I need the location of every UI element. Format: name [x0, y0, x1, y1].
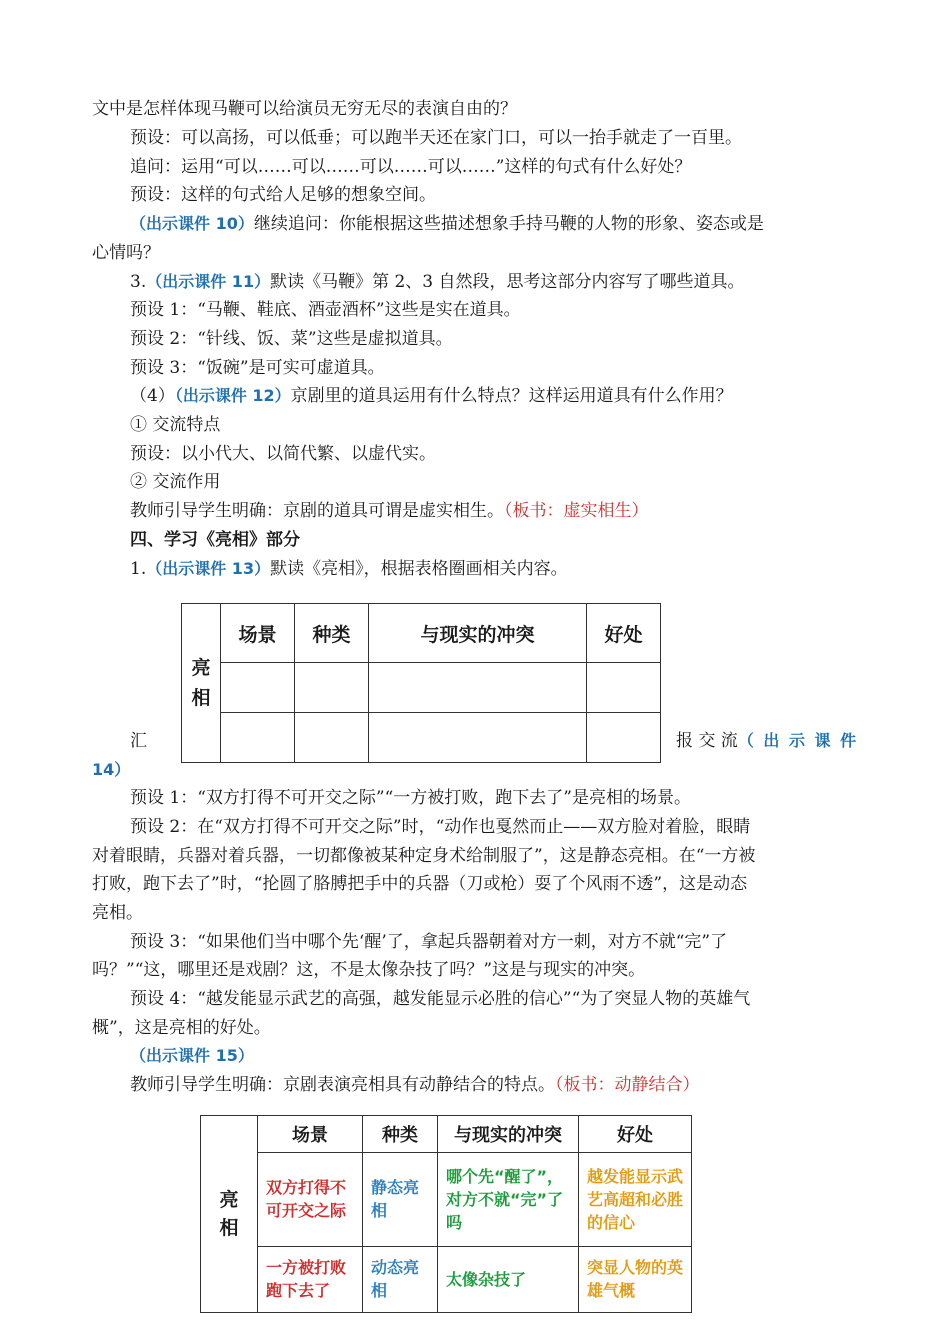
blank-table: [181, 603, 661, 763]
courseware-tag: （出示课件 13）: [146, 559, 271, 578]
text: 默读《亮相》，根据表格圈画相关内容。: [270, 559, 568, 579]
courseware-tag: （出示课件 11）: [146, 272, 271, 291]
side-char: 亮: [219, 1189, 239, 1211]
header-scene: 场景: [221, 604, 295, 663]
text-line: 文中是怎样体现马鞭可以给演员无穷无尽的表演自由的？: [92, 99, 517, 119]
cell-conflict: 太像杂技了: [438, 1246, 579, 1312]
header-conflict: 与现实的冲突: [438, 1116, 579, 1153]
text-line: 预设 2：“针线、饭、菜”这些是虚拟道具。: [130, 329, 453, 349]
table-side-label: [201, 1116, 258, 1313]
courseware-tag: （出示课件 10）: [130, 214, 254, 233]
cell-kind: 动态亮相: [363, 1246, 438, 1312]
table-row: [182, 663, 661, 713]
text-line: 预设 3：“饭碗”是可实可虚道具。: [130, 358, 385, 378]
side-char: 相: [219, 1217, 239, 1239]
text-line: ② 交流作用: [130, 472, 221, 492]
header-kind: 种类: [294, 604, 368, 663]
side-char: 亮: [191, 657, 211, 679]
text: 教师引导学生明确：京剧的道具可谓是虚实相生。: [130, 501, 504, 521]
text-line: 预设 1：“马鞭、鞋底、酒壶酒杯”这些是实在道具。: [130, 300, 521, 320]
text-line: 预设 3：“如果他们当中哪个先‘醒’了，拿起兵器朝着对方一刺，对方不就“完”了: [130, 932, 728, 952]
board-note: （板书：虚实相生）: [504, 501, 649, 521]
item-number: 3.: [130, 272, 147, 292]
courseware-12-line: [130, 384, 733, 408]
header-kind: 种类: [363, 1116, 438, 1153]
courseware-tag: （出示课件 15）: [130, 1046, 254, 1065]
item-number: 1.: [130, 559, 147, 579]
text: 继续追问：你能根据这些描述想象手持马鞭的人物的形象、姿态或是: [253, 214, 764, 234]
table-row: [201, 1246, 692, 1312]
table-row: [182, 713, 661, 763]
text-line: 亮相。: [92, 903, 143, 923]
cell-benefit: 突显人物的英雄气概: [579, 1246, 692, 1312]
item-number: （4）: [130, 386, 175, 406]
teacher-line: [130, 499, 649, 523]
text-line: 概”，这是亮相的好处。: [92, 1018, 271, 1038]
courseware-tag: 14）: [92, 760, 131, 779]
courseware-13-line: [130, 557, 568, 581]
courseware-10-line: [130, 212, 764, 236]
header-scene: 场景: [258, 1116, 363, 1153]
text-line: 预设 4：“越发能显示武艺的高强，越发能显示必胜的信心”“为了突显人物的英雄气: [130, 989, 751, 1009]
cell-kind: 静态亮相: [363, 1153, 438, 1247]
answer-table: [200, 1115, 692, 1313]
side-char: 相: [191, 687, 211, 709]
header-conflict: 与现实的冲突: [368, 604, 586, 663]
text-line: 预设：可以高扬，可以低垂；可以跑半天还在家门口，可以一抬手就走了一百里。: [130, 128, 742, 148]
cell-benefit: 越发能显示武艺高超和必胜的信心: [579, 1153, 692, 1247]
text-line: 预设 1：“双方打得不可开交之际”“一方被打败，跑下去了”是亮相的场景。: [130, 788, 691, 808]
text: 报 交 流: [676, 731, 738, 751]
text-line: 预设：这样的句式给人足够的想象空间。: [130, 185, 436, 205]
text-line: 对着眼睛，兵器对着兵器，一切都像被某种定身术给制服了”，这是静态亮相。在“一方被: [92, 846, 756, 866]
header-benefit: 好处: [587, 604, 661, 663]
section-heading: 四、学习《亮相》部分: [130, 530, 300, 550]
text-line: 预设：以小代大、以简代繁、以虚代实。: [130, 444, 436, 464]
text: 教师引导学生明确：京剧表演亮相具有动静结合的特点。: [130, 1075, 555, 1095]
cell-scene: 一方被打败跑下去了: [258, 1246, 363, 1312]
courseware-tag: （ 出 示 课 件: [737, 731, 859, 750]
table-side-label: [182, 604, 221, 763]
text: 汇: [130, 731, 147, 751]
text: 默读《马鞭》第 2、3 自然段，思考这部分内容写了哪些道具。: [270, 272, 745, 292]
table-row: [201, 1153, 692, 1247]
text: 京剧里的道具运用有什么特点？这样运用道具有什么作用？: [290, 386, 733, 406]
teacher-line: [130, 1073, 700, 1097]
text-line: 吗？”“这，哪里还是戏剧？这，不是太像杂技了吗？”这是与现实的冲突。: [92, 960, 646, 980]
text-line: 打败，跑下去了”时，“抡圆了胳膊把手中的兵器（刀或枪）耍了个风雨不透”，这是动态: [92, 874, 748, 894]
board-note: （板书：动静结合）: [555, 1075, 700, 1095]
courseware-tag: （出示课件 12）: [174, 386, 291, 405]
text-line: ① 交流特点: [130, 415, 221, 435]
text-line: 追问：运用“可以……可以……可以……可以……”这样的句式有什么好处？: [130, 157, 692, 177]
cell-conflict: 哪个先“醒了”，对方不就“完”了吗: [438, 1153, 579, 1247]
text-line: 心情吗？: [92, 243, 160, 263]
huibao-line: [676, 729, 858, 753]
header-benefit: 好处: [579, 1116, 692, 1153]
text-line: 预设 2：在“双方打得不可开交之际”时，“动作也戛然而止——双方脸对着脸，眼睛: [130, 817, 751, 837]
cell-scene: 双方打得不可开交之际: [258, 1153, 363, 1247]
courseware-11-line: [130, 270, 745, 294]
